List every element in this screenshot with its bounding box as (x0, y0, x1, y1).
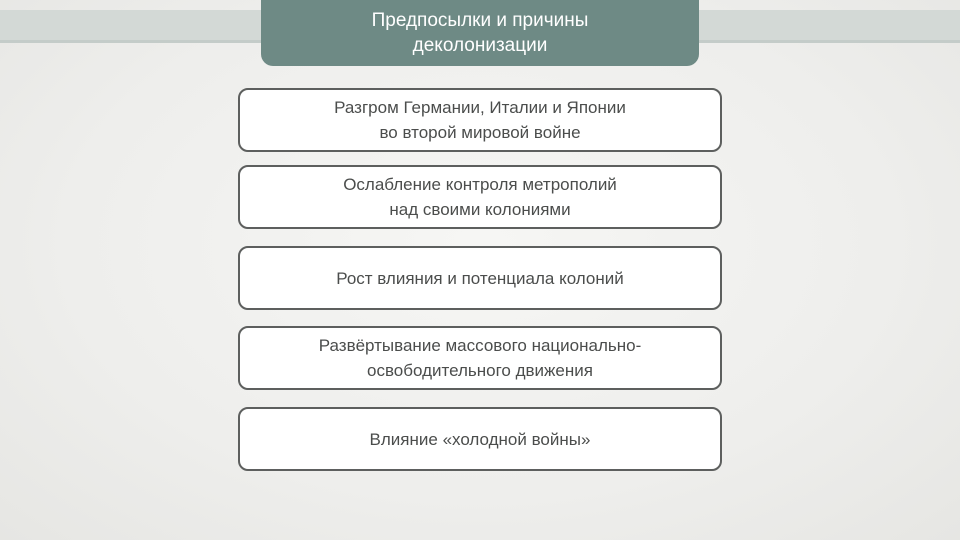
reason-box-2 (238, 165, 722, 229)
reason-box-3 (238, 246, 722, 310)
reason-text-5: Влияние «холодной войны» (369, 429, 591, 449)
reason-text-3: Рост влияния и потенциала колоний (336, 268, 624, 288)
reason-text-1: Разгром Германии, Италии и Японии во второй мировой войне (334, 98, 626, 142)
reason-box-5 (238, 407, 722, 471)
slide-title: Предпосылки и причины деколонизации (371, 10, 589, 56)
reason-text-2: Ослабление контроля метрополий над своими колониями (343, 175, 617, 219)
reason-box-4 (238, 326, 722, 390)
reason-text-4: Развёртывание массового национально- освободительного движения (318, 336, 642, 380)
reason-box-1 (238, 88, 722, 152)
title-box (261, 0, 699, 66)
